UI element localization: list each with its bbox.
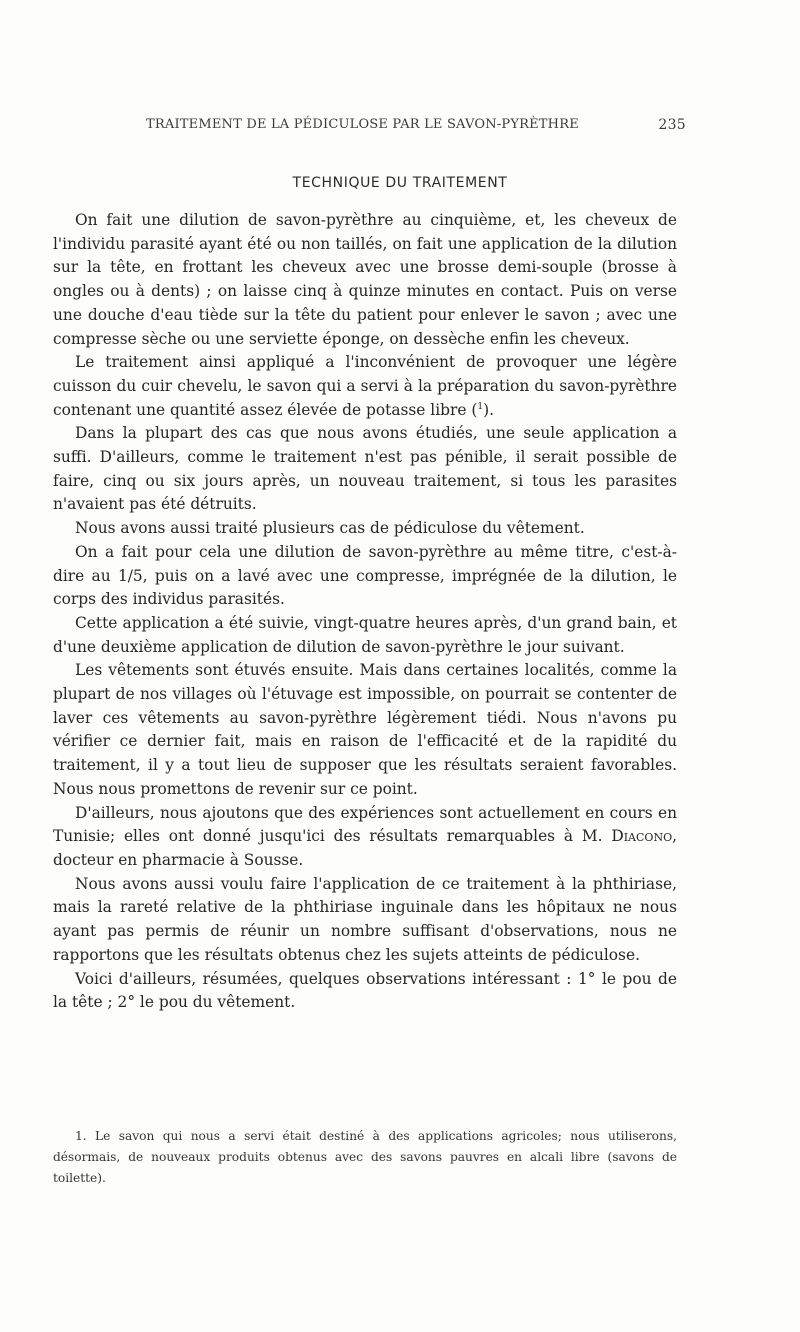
- section-title: TECHNIQUE DU TRAITEMENT: [292, 175, 508, 191]
- paragraph-text: D'ailleurs, nous ajoutons que des expériences sont actuellement en cours en Tunisie; elles ont donné jusqu'ici des résultats remarquables à M.: [53, 803, 677, 846]
- paragraph: Nous avons aussi traité plusieurs cas de pédiculose du vêtement.: [75, 519, 585, 538]
- body-text: [53, 209, 677, 1015]
- person-name: Diacono: [611, 827, 673, 846]
- footnote-reference[interactable]: 1: [477, 401, 484, 412]
- footnote: 1. Le savon qui nous a servi était destiné à des applications agricoles; nous utiliserons, désormais, de nouveaux produits obtenus avec des savons pauvres en alcali libre (savons de toilette).: [53, 1129, 677, 1185]
- paragraph-text: Le traitement ainsi appliqué a l'inconvénient de provoquer une légère cuisson du cuir chevelu, le savon qui a servi à la préparation du savon-pyrèthre contenant une quantité assez élevée de potasse libre (: [53, 353, 677, 419]
- paragraph: Cette application a été suivie, vingt-quatre heures après, d'un grand bain, et d'une deuxième application de dilution de savon-pyrèthre le jour suivant.: [53, 613, 677, 656]
- paragraph-text-tail: , docteur en pharmacie à Sousse.: [53, 827, 677, 869]
- paragraph: [53, 802, 677, 873]
- running-head: [146, 117, 686, 137]
- paragraph: Les vêtements sont étuvés ensuite. Mais dans certaines localités, comme la plupart de nos villages où l'étuvage est impossible, on pourrait se contenter de laver ces vêtements au savon-pyrèthre légèrement tiédi. Nous n'avons pu vérifier ce dernier fait, mais en raison de l'efficacité et de la rapidité du traitement, il y a tout lieu de supposer que les résultats seraient favorables. Nous nous promettons de revenir sur ce point.: [53, 661, 677, 798]
- page-number: 235: [658, 117, 686, 133]
- paragraph: On a fait pour cela une dilution de savon-pyrèthre au même titre, c'est-à-dire au 1/5, puis on a lavé avec une compresse, imprégnée de la dilution, le corps des individus parasités.: [53, 542, 677, 609]
- paragraph: Nous avons aussi voulu faire l'application de ce traitement à la phthiriase, mais la rareté relative de la phthiriase inguinale dans les hôpitaux ne nous ayant pas permis de réunir un nombre suffisant d'observations, nous ne rapportons que les résultats obtenus chez les sujets atteints de pédiculose.: [53, 874, 677, 964]
- running-title: TRAITEMENT DE LA PÉDICULOSE PAR LE SAVON-PYRÈTHRE: [146, 117, 579, 132]
- paragraph: Voici d'ailleurs, résumées, quelques observations intéressant : 1° le pou de la tête ; 2° le pou du vêtement.: [53, 969, 677, 1012]
- paragraph: On fait une dilution de savon-pyrèthre au cinquième, et, les cheveux de l'individu parasité ayant été ou non taillés, on fait une application de la dilution sur la tête, en frottant les cheveux avec une brosse demi-souple (brosse à ongles ou à dents) ; on laisse cinq à quinze minutes en contact. Puis on verse une douche d'eau tiède sur la tête du patient pour enlever le savon ; avec une compresse sèche ou une serviette éponge, on dessèche enfin les cheveux.: [53, 211, 677, 348]
- paragraph-text-tail: ).: [483, 400, 494, 419]
- paragraph: Dans la plupart des cas que nous avons étudiés, une seule application a suffi. D'ailleurs, comme le traitement n'est pas pénible, il serait possible de faire, cinq ou six jours après, un nouveau traitement, si tous les parasites n'avaient pas été détruits.: [53, 424, 677, 514]
- paragraph: [53, 351, 677, 422]
